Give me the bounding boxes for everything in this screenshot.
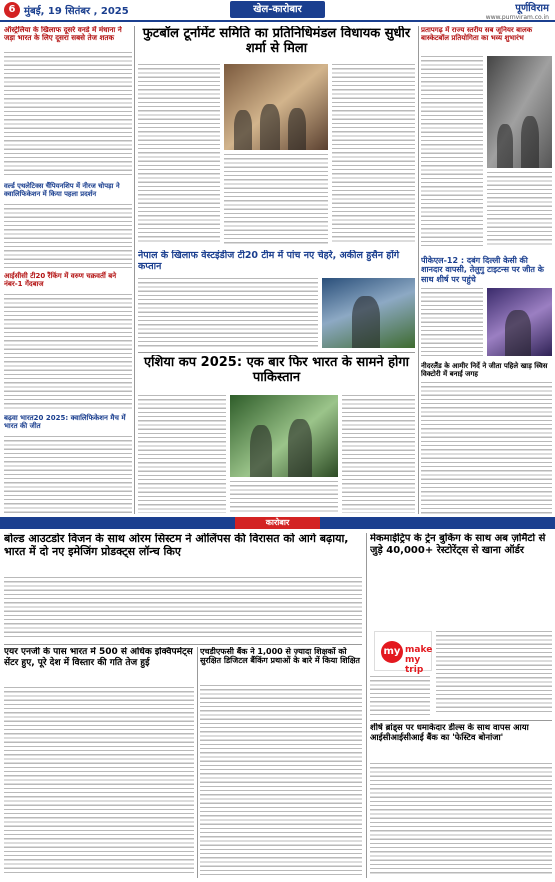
article-body bbox=[4, 436, 132, 514]
nepal-headline: नेपाल के खिलाफ वेस्टइंडीज टी20 टीम में पांच नए चेहरे, अकील हुसैन होंगे कप्तान bbox=[138, 250, 400, 273]
article-body bbox=[230, 481, 338, 513]
article-body bbox=[138, 64, 220, 244]
section-rule bbox=[370, 720, 552, 721]
website: www.purnviram.co.in bbox=[485, 14, 549, 21]
newspaper-brand bbox=[486, 0, 549, 21]
masthead bbox=[0, 0, 555, 22]
story-headline: प्रतापगढ़ में राज्य स्तरीय सब जूनियर बालक बास्केटबॉल प्रतियोगिता का भव्य शुभारंभ bbox=[421, 26, 533, 43]
article-body bbox=[224, 154, 328, 244]
story-headline: बढ़वा भारत20 2025: क्वालिफिकेशन मैच में भारत की जीत bbox=[4, 414, 126, 431]
equipment-story bbox=[4, 647, 194, 878]
section-label: खेल-कारोबार bbox=[230, 1, 325, 18]
article-body bbox=[421, 56, 483, 246]
column-rule bbox=[366, 533, 367, 878]
asia-cup-headline: एशिया कप 2025: एक बार फिर भारत के सामने होगा पाकिस्तान bbox=[143, 355, 410, 386]
om-system-story bbox=[4, 533, 362, 641]
brand-name: पूर्णविराम bbox=[515, 3, 549, 14]
article-body bbox=[421, 382, 552, 514]
article-body bbox=[4, 687, 194, 876]
story-headline: ऑस्ट्रेलिया के खिलाफ दूसरे वनडे में मंधाना ने जड़ा भारत के लिए दूसरा सबसे तेज शतक bbox=[4, 26, 122, 43]
om-system-headline: बोल्ड आउटडोर विजन के साथ ओरम सिस्टम ने ओलिंपस की विरासत को आगे बढ़ाया, भारत में दो नए इमेजिंग प्रोडक्ट्स लॉन्च किए bbox=[4, 533, 349, 558]
meeting-photo bbox=[224, 64, 328, 150]
mmt-headline: मेकमाईट्रिप के ट्रेन बुकिंग के साथ अब ज़ोमैटो से जुड़े 40,000+ रेस्टोरेंट्स से खाना ऑर्डर bbox=[370, 533, 546, 556]
logo-wordmark: make my trip bbox=[405, 645, 433, 675]
asia-cup-story bbox=[138, 355, 415, 515]
article-body bbox=[4, 52, 132, 178]
section-rule bbox=[138, 352, 415, 353]
article-body bbox=[436, 631, 552, 715]
article-body bbox=[332, 64, 415, 244]
story-headline: नीदरलैंड के आमीर निर्दे ने जीता पहिले खाड़ स्विस विक्टोरी में बनाई जगह bbox=[421, 362, 548, 379]
icici-story bbox=[370, 723, 552, 878]
column-rule bbox=[134, 26, 135, 514]
band-label: कारोबार bbox=[235, 517, 320, 529]
article-body bbox=[342, 395, 415, 513]
article-body bbox=[370, 676, 430, 716]
story-headline: पीकेएल-12 : दबंग दिल्ली केसी की शानदार वापसी, तेलुगु टाइटन्स पर जीत के साथ शीर्ष पर पहुंचे bbox=[421, 256, 544, 284]
page-number: 6 bbox=[4, 2, 20, 18]
story-headline: वर्ल्ड एथलेटिक्स चैंपियनशिप में नीरज चोपड़ा ने क्वालिफिकेशन में किया पहला प्रदर्शन bbox=[4, 182, 120, 199]
column-rule bbox=[418, 26, 419, 514]
column-rule bbox=[197, 647, 198, 878]
hdfc-headline: एचडीएफसी बैंक ने 1,000 से ज़्यादा शिक्षकों को सुरक्षित डिजिटल बैंकिंग प्रथाओं के बारे में किया शिक्षित bbox=[200, 647, 360, 666]
section-rule bbox=[4, 644, 362, 645]
makemytrip-logo bbox=[374, 631, 433, 675]
hdfc-story bbox=[200, 647, 362, 878]
lead-headline: फुटबॉल टूर्नामेंट समिति का प्रतिनिधिमंडल विधायक सुधीर शर्मा से मिला bbox=[142, 26, 411, 57]
right-column bbox=[421, 26, 552, 514]
kabaddi-photo bbox=[487, 288, 552, 356]
lead-story bbox=[138, 26, 415, 248]
issue-date: मुंबई, 19 सितंबर , 2025 bbox=[24, 6, 129, 17]
cricket-photo bbox=[322, 278, 415, 348]
article-body bbox=[138, 395, 226, 513]
logo-mark: my bbox=[381, 641, 403, 663]
left-column bbox=[4, 26, 132, 514]
article-body bbox=[487, 172, 552, 246]
article-body bbox=[4, 294, 132, 410]
icici-headline: शीर्ष ब्रांड्स पर धमाकेदार डील्स के साथ वापस आया आईसीआईसीआई बैंक का 'फेस्टिव बोनांजा' bbox=[370, 723, 529, 742]
story-headline: आईसीसी टी20 रैंकिंग में वरुण चक्रवर्ती बने नंबर-1 गेंदबाज bbox=[4, 272, 117, 289]
equipment-headline: एयर एनजी के पास भारत में 500 से अधिक इक्विपमेंट्स सेंटर हुए, पूरे देश में विस्तार की गति तेज हुई bbox=[4, 647, 193, 668]
article-body bbox=[4, 577, 362, 639]
article-body bbox=[200, 685, 362, 876]
nepal-story bbox=[138, 250, 415, 350]
article-body bbox=[138, 278, 318, 348]
event-photo bbox=[487, 56, 552, 168]
article-body bbox=[370, 763, 552, 876]
article-body bbox=[4, 204, 132, 268]
asia-cup-photo bbox=[230, 395, 338, 477]
article-body bbox=[421, 288, 483, 356]
section-band bbox=[0, 517, 555, 529]
